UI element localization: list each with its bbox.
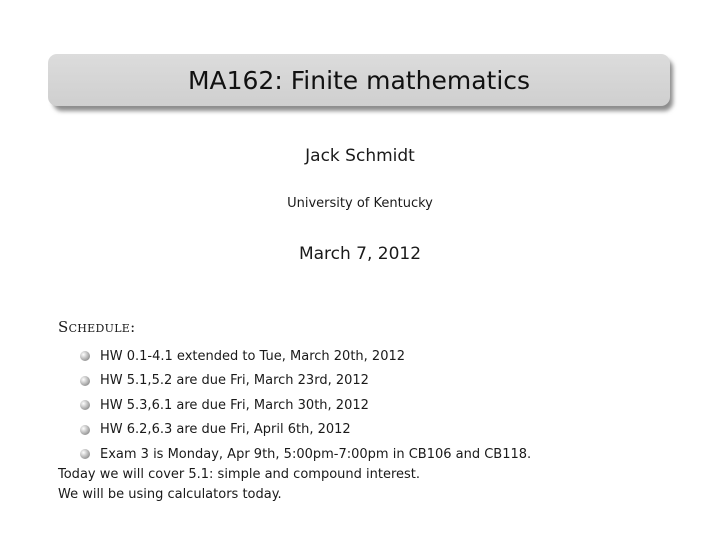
- schedule-item-text: HW 5.3,6.1 are due Fri, March 30th, 2012: [100, 397, 369, 413]
- schedule-heading: Schedule:: [58, 318, 136, 336]
- schedule-item-text: HW 0.1-4.1 extended to Tue, March 20th, 2012: [100, 348, 406, 364]
- schedule-item: [80, 418, 531, 443]
- title-box: [48, 54, 670, 106]
- schedule-item-text: Exam 3 is Monday, Apr 9th, 5:00pm-7:00pm in CB106 and CB118.: [100, 446, 532, 462]
- schedule-item: [80, 369, 531, 394]
- institute-name: University of Kentucky: [287, 196, 433, 211]
- bullet-icon: [80, 425, 90, 435]
- presentation-date: March 7, 2012: [298, 244, 422, 264]
- schedule-list: [80, 344, 531, 467]
- schedule-item: [80, 393, 531, 418]
- bullet-icon: [80, 400, 90, 410]
- closing-text: [58, 465, 420, 505]
- bullet-icon: [80, 351, 90, 361]
- bullet-icon: [80, 376, 90, 386]
- schedule-item-text: HW 5.1,5.2 are due Fri, March 23rd, 2012: [100, 373, 369, 389]
- schedule-item: [80, 442, 531, 467]
- closing-line: Today we will cover 5.1: simple and compound interest.: [58, 467, 421, 482]
- bullet-icon: [80, 449, 90, 459]
- schedule-item-text: HW 6.2,6.3 are due Fri, April 6th, 2012: [100, 422, 351, 438]
- slide-title: MA162: Finite mathematics: [187, 65, 531, 95]
- author-name: Jack Schmidt: [305, 146, 415, 166]
- closing-line: We will be using calculators today.: [58, 487, 282, 502]
- schedule-item: [80, 344, 531, 369]
